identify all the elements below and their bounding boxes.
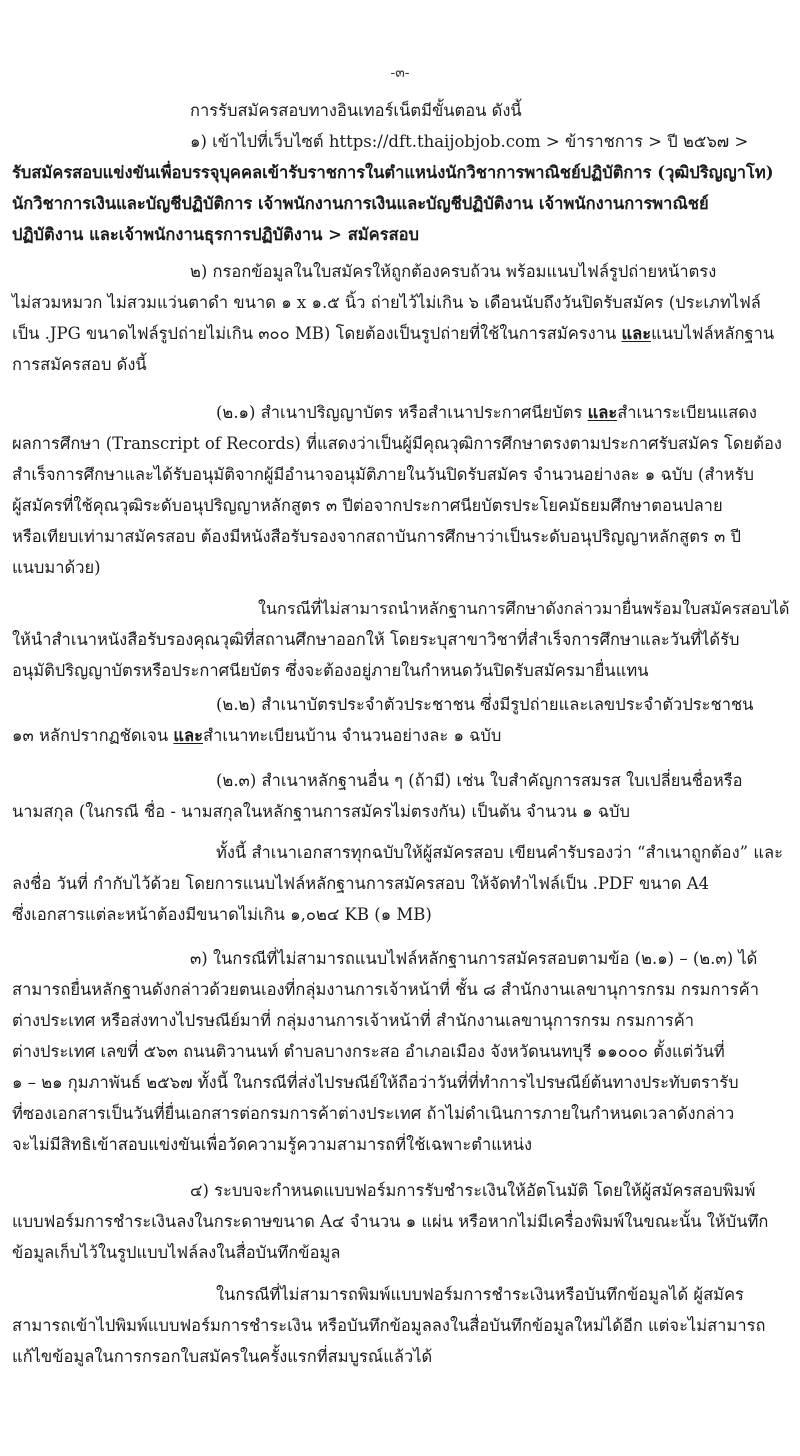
text-segment: สำเนาทะเบียนบ้าน จำนวนอย่างละ ๑ ฉบับ: [203, 726, 502, 745]
text-segment: ๑๓ หลักปรากฏชัดเจน: [12, 726, 174, 745]
text-line: ทั้งนี้ สำเนาเอกสารทุกฉบับให้ผู้สมัครสอบ เขียนคำรับรองว่า “สำเนาถูกต้อง” และ: [216, 843, 783, 862]
text-line: สำเร็จการศึกษาและได้รับอนุมัติจากผู้มีอำนาจอนุมัติภายในวันปิดรับสมัคร จำนวนอย่างละ ๑ ฉบับ (สำหรับ: [12, 465, 754, 484]
text-segment: สำเนาระเบียนแสดง: [617, 403, 757, 422]
text-line: [12, 319, 774, 349]
text-line: ปฏิบัติงาน และเจ้าพนักงานธุรการปฏิบัติงาน > สมัครสอบ: [12, 225, 420, 244]
text-line: การรับสมัครสอบทางอินเทอร์เน็ตมีขั้นตอน ดังนี้: [190, 101, 522, 120]
text-line: ข้อมูลเก็บไว้ในรูปแบบไฟล์ลงในสื่อบันทึกข้อมูล: [12, 1243, 341, 1262]
text-line: แบบฟอร์มการชำระเงินลงในกระดาษขนาด A๔ จำนวน ๑ แผ่น หรือหากไม่มีเครื่องพิมพ์ในขณะนั้น ให้บันทึก: [12, 1212, 769, 1231]
text-line: นักวิชาการเงินและบัญชีปฏิบัติการ เจ้าพนักงานการเงินและบัญชีปฏิบัติงาน เจ้าพนักงานการพาณิชย์: [12, 194, 709, 213]
text-line: ในกรณีที่ไม่สามารถนำหลักฐานการศึกษาดังกล่าวมายื่นพร้อมใบสมัครสอบได้: [258, 599, 790, 618]
text-line: รับสมัครสอบแข่งขันเพื่อบรรจุบุคคลเข้ารับราชการในตำแหน่งนักวิชาการพาณิชย์ปฏิบัติการ (วุฒิปริญญาโท): [12, 163, 774, 182]
text-line: ในกรณีที่ไม่สามารถพิมพ์แบบฟอร์มการชำระเงินหรือบันทึกข้อมูลได้ ผู้สมัคร: [216, 1285, 744, 1304]
text-segment: แนบไฟล์หลักฐาน: [651, 324, 775, 343]
text-line: ๔) ระบบจะกำหนดแบบฟอร์มการรับชำระเงินให้อัตโนมัติ โดยให้ผู้สมัครสอบพิมพ์: [190, 1181, 756, 1200]
text-line: ต่างประเทศ เลขที่ ๕๖๓ ถนนติวานนท์ ตำบลบางกระสอ อำเภอเมือง จังหวัดนนทบุรี ๑๑๐๐๐ ตั้งแต่วันที่: [12, 1042, 725, 1061]
text-line: ที่ซองเอกสารเป็นวันที่ยื่นเอกสารต่อกรมการค้าต่างประเทศ ถ้าไม่ดำเนินการภายในกำหนดเวลาดังกล่าว: [12, 1104, 735, 1123]
text-line: ลงชื่อ วันที่ กำกับไว้ด้วย โดยการแนบไฟล์หลักฐานการสมัครสอบ ให้จัดทำไฟล์เป็น .PDF ขนาด A4: [12, 874, 710, 893]
text-line: ผู้สมัครที่ใช้คุณวุฒิระดับอนุปริญญาหลักสูตร ๓ ปีต่อจากประกาศนียบัตรประโยคมัธยมศึกษาตอนปลาย: [12, 496, 723, 515]
text-line: ไม่สวมหมวก ไม่สวมแว่นตาดำ ขนาด ๑ x ๑.๕ นิ้ว ถ่ายไว้ไม่เกิน ๖ เดือนนับถึงวันปิดรับสมัคร (ประเภทไฟล์: [12, 293, 761, 312]
text-line: [12, 721, 501, 751]
text-segment: (๒.๑) สำเนาปริญญาบัตร หรือสำเนาประกาศนียบัตร: [216, 403, 588, 422]
text-line: สามารถเข้าไปพิมพ์แบบฟอร์มการชำระเงิน หรือบันทึกข้อมูลลงในสื่อบันทึกข้อมูลใหม่ได้อีก แต่จะไม่สามารถ: [12, 1316, 766, 1335]
text-line: (๒.๓) สำเนาหลักฐานอื่น ๆ (ถ้ามี) เช่น ใบสำคัญการสมรส ใบเปลี่ยนชื่อหรือ: [216, 771, 743, 790]
underlined-word: และ: [621, 324, 652, 343]
text-line: ซึ่งเอกสารแต่ละหน้าต้องมีขนาดไม่เกิน ๑,๐๒๔ KB (๑ MB): [12, 905, 432, 924]
text-line: ๑ – ๒๑ กุมภาพันธ์ ๒๕๖๗ ทั้งนี้ ในกรณีที่ส่งไปรษณีย์ให้ถือว่าวันที่ที่ทำการไปรษณีย์ต้นทางประทับตรารับ: [12, 1073, 739, 1092]
text-line: แนบมาด้วย): [12, 558, 101, 577]
text-line: นามสกุล (ในกรณี ชื่อ - นามสกุลในหลักฐานการสมัครไม่ตรงกัน) เป็นต้น จำนวน ๑ ฉบับ: [12, 802, 631, 821]
text-line: จะไม่มีสิทธิเข้าสอบแข่งขันเพื่อวัดความรู้ความสามารถที่ใช้เฉพาะตำแหน่ง: [12, 1135, 533, 1154]
text-line: ๓) ในกรณีที่ไม่สามารถแนบไฟล์หลักฐานการสมัครสอบตามข้อ (๒.๑) – (๒.๓) ได้: [190, 949, 758, 968]
page-number: -๓-: [390, 65, 410, 81]
underlined-word: และ: [587, 403, 618, 422]
text-segment: เป็น .JPG ขนาดไฟล์รูปถ่ายไม่เกิน ๓๐๐ MB) โดยต้องเป็นรูปถ่ายที่ใช้ในการสมัครงาน: [12, 324, 622, 343]
text-line: ให้นำสำเนาหนังสือรับรองคุณวุฒิที่สถานศึกษาออกให้ โดยระบุสาขาวิชาที่สำเร็จการศึกษาและวันที่ได้รับ: [12, 630, 740, 649]
text-line: หรือเทียบเท่ามาสมัครสอบ ต้องมีหนังสือรับรองจากสถาบันการศึกษาว่าเป็นระดับอนุปริญญาหลักสูตร ๓ ปี: [12, 527, 742, 546]
text-line: สามารถยื่นหลักฐานดังกล่าวด้วยตนเองที่กลุ่มงานการเจ้าหน้าที่ ชั้น ๘ สำนักงานเลขานุการกรม กรมการค้า: [12, 980, 759, 999]
text-line: ๒) กรอกข้อมูลในใบสมัครให้ถูกต้องครบถ้วน พร้อมแนบไฟล์รูปถ่ายหน้าตรง: [190, 262, 717, 281]
text-line: ต่างประเทศ หรือส่งทางไปรษณีย์มาที่ กลุ่มงานการเจ้าหน้าที่ สำนักงานเลขานุการกรม กรมการค้า: [12, 1011, 695, 1030]
text-line: (๒.๒) สำเนาบัตรประจำตัวประชาชน ซึ่งมีรูปถ่ายและเลขประจำตัวประชาชน: [216, 695, 754, 714]
text-line: อนุมัติปริญญาบัตรหรือประกาศนียบัตร ซึ่งจะต้องอยู่ภายในกำหนดวันปิดรับสมัครมายื่นแทน: [12, 661, 649, 680]
underlined-word: และ: [173, 726, 203, 745]
text-line: ผลการศึกษา (Transcript of Records) ที่แสดงว่าเป็นผู้มีคุณวุฒิการศึกษาตรงตามประกาศรับสมัคร โดยต้อง: [12, 434, 782, 453]
text-line: แก้ไขข้อมูลในการกรอกใบสมัครในครั้งแรกที่สมบูรณ์แล้วได้: [12, 1347, 433, 1366]
text-line: การสมัครสอบ ดังนี้: [12, 355, 147, 374]
text-line: ๑) เข้าไปที่เว็บไซต์ https://dft.thaijobjob.com > ข้าราชการ > ปี ๒๕๖๗ >: [190, 132, 749, 151]
text-line: [216, 398, 757, 428]
